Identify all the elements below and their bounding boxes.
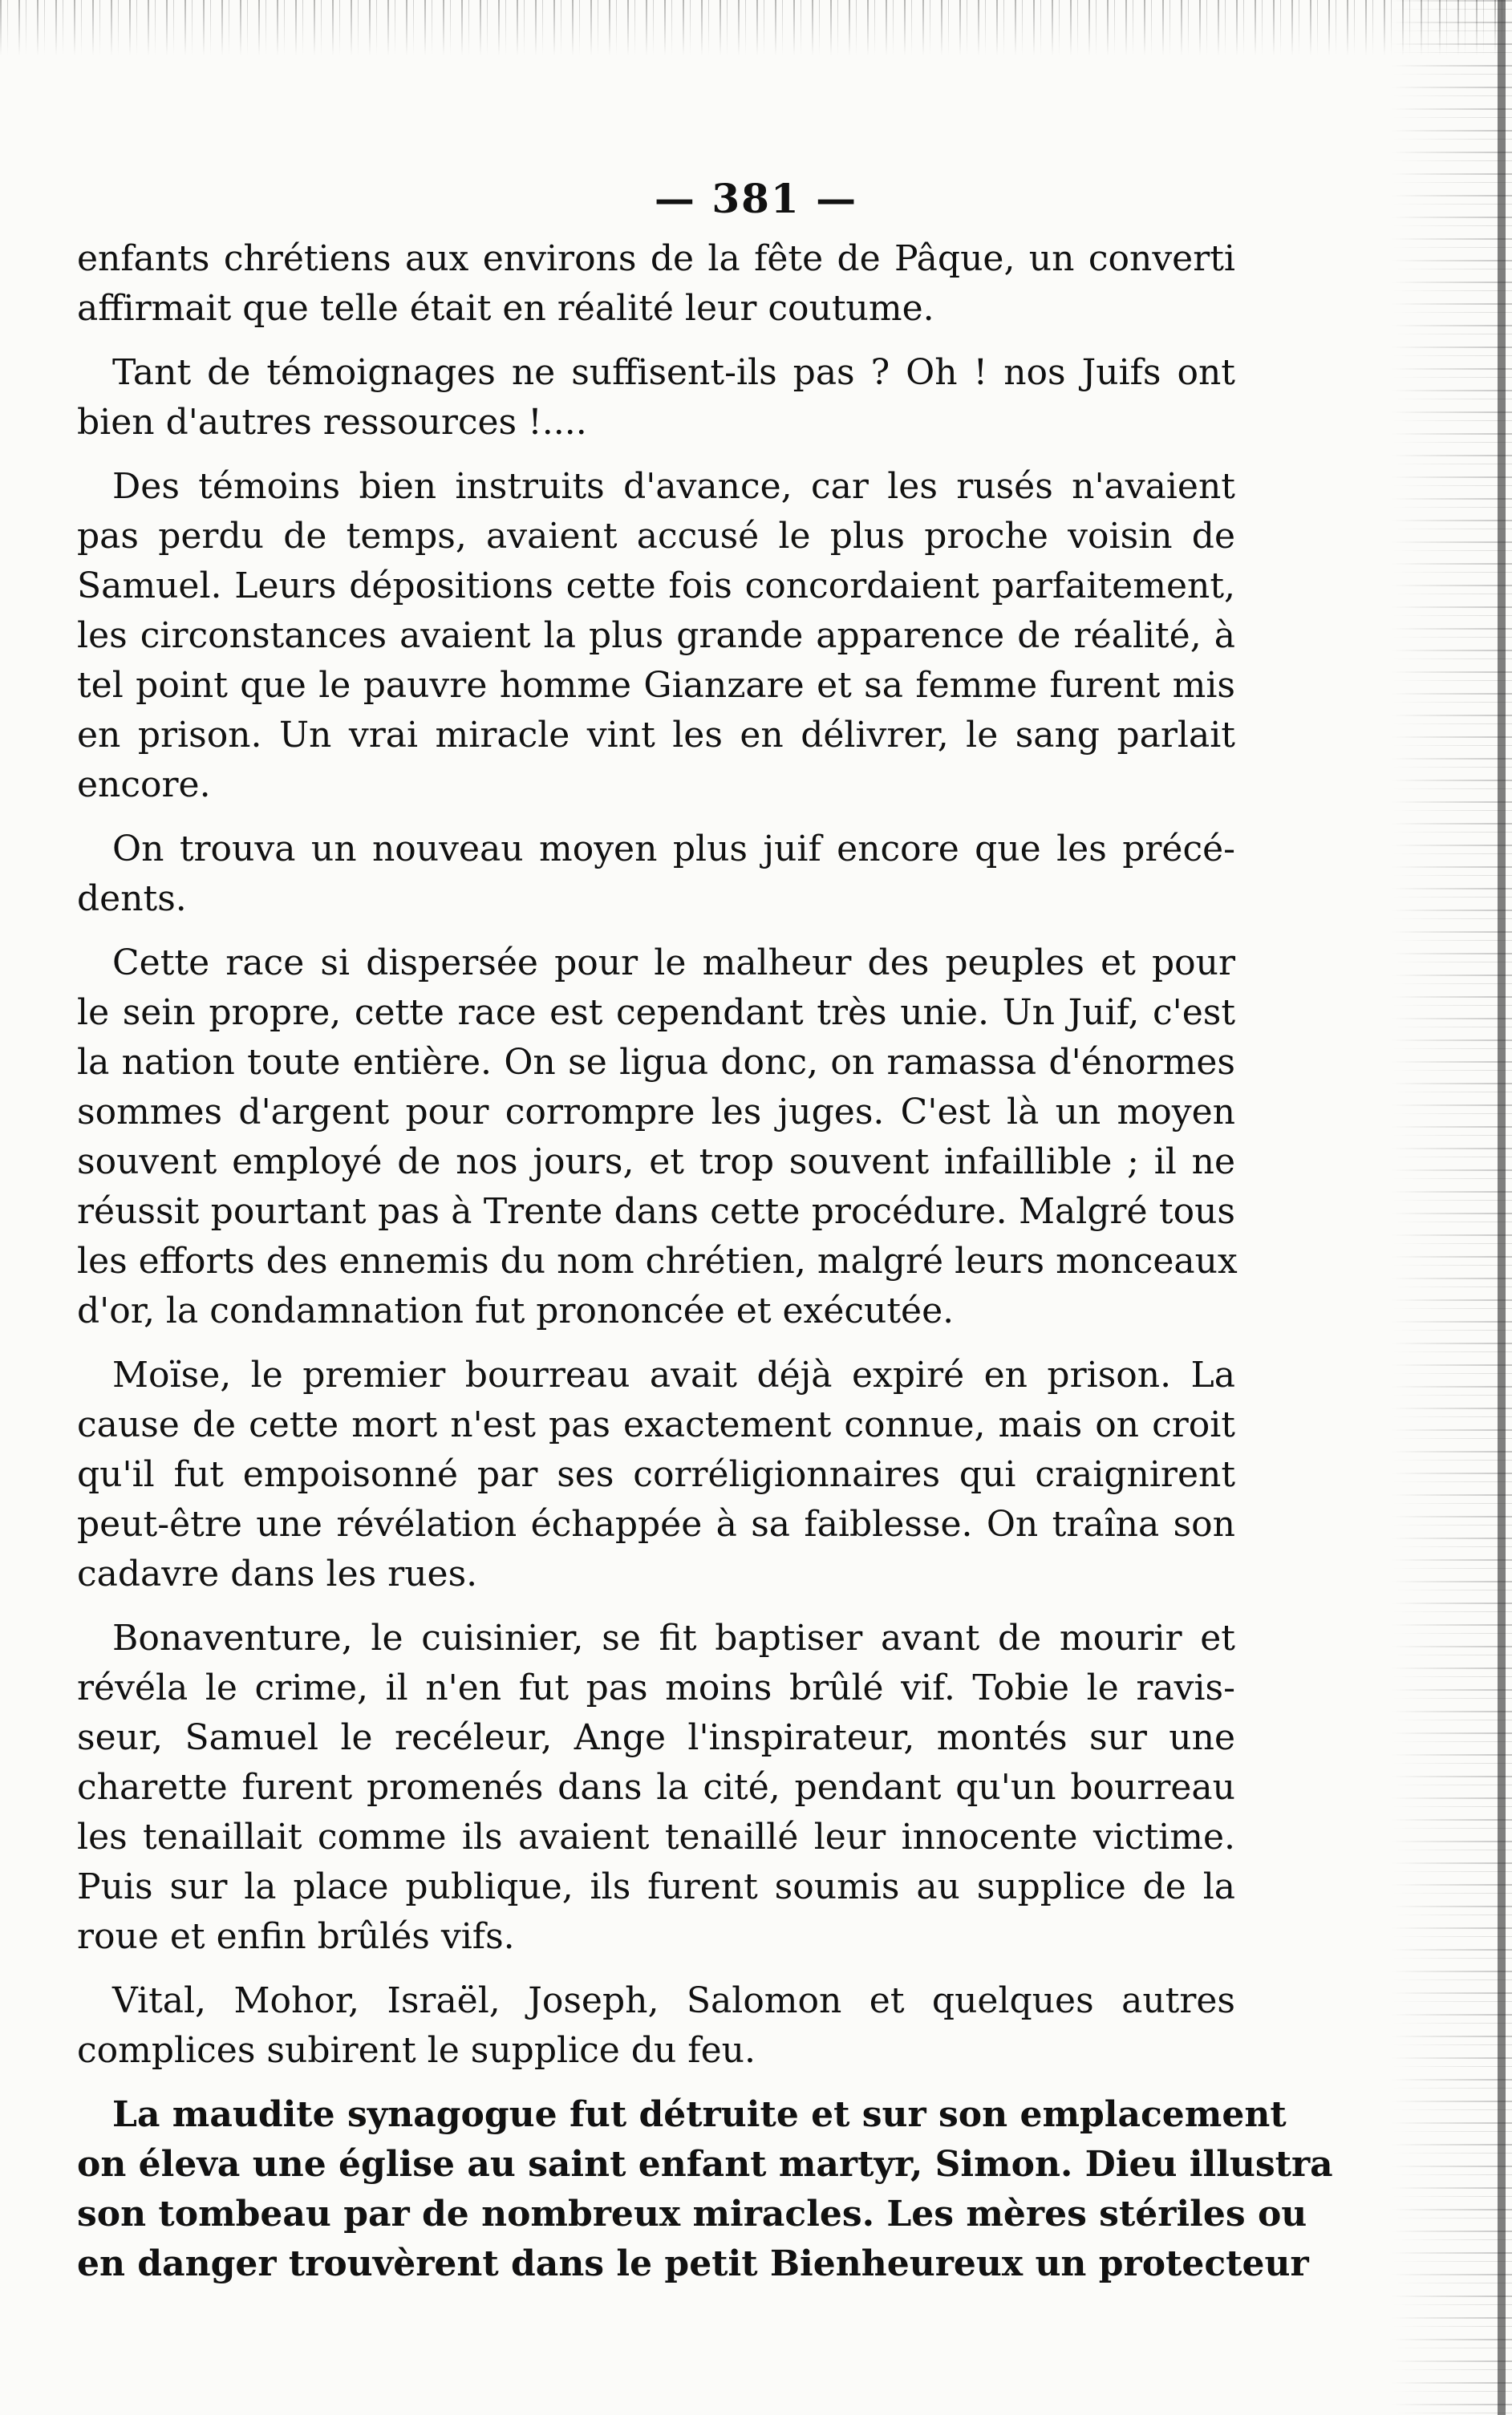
- text-line: enfants chrétiens aux environs de la fête de Pâque, un converti: [77, 238, 1235, 279]
- text-line: qu'il fut empoisonné par ses corréligionnaires qui craignirent: [77, 1454, 1235, 1495]
- paragraph: [77, 825, 1235, 924]
- text-line: son tombeau par de nombreux miracles. Les mères stériles ou: [77, 2194, 1307, 2235]
- scan-edge-right-line: [1498, 0, 1506, 2415]
- text-line: Moïse, le premier bourreau avait déjà expiré en prison. La: [112, 1355, 1235, 1396]
- paragraph: [77, 234, 1235, 334]
- text-line: affirmait que telle était en réalité leur coutume.: [77, 288, 934, 329]
- page-number: — 381 —: [654, 175, 858, 222]
- text-line: bien d'autres ressources !....: [77, 402, 587, 443]
- text-line: tel point que le pauvre homme Gianzare et sa femme furent mis: [77, 665, 1235, 706]
- text-line: seur, Samuel le recéleur, Ange l'inspirateur, montés sur une: [77, 1717, 1235, 1758]
- text-line: en prison. Un vrai miracle vint les en délivrer, le sang parlait: [77, 715, 1235, 756]
- text-line: complices subirent le supplice du feu.: [77, 2030, 756, 2071]
- paragraph: [77, 348, 1235, 448]
- text-line: Bonaventure, le cuisinier, se fit baptiser avant de mourir et: [112, 1618, 1235, 1659]
- paragraph: [77, 1351, 1235, 1599]
- text-line: Puis sur la place publique, ils furent soumis au supplice de la: [77, 1866, 1235, 1907]
- text-line: on éleva une église au saint enfant martyr, Simon. Dieu illustra: [77, 2144, 1333, 2185]
- text-line: On trouva un nouveau moyen plus juif encore que les précé-: [112, 829, 1235, 869]
- text-line: Vital, Mohor, Israël, Joseph, Salomon et quelques autres: [112, 1980, 1235, 2021]
- text-line: roue et enfin brûlés vifs.: [77, 1916, 515, 1957]
- text-line: cadavre dans les rues.: [77, 1554, 478, 1594]
- text-line: pas perdu de temps, avaient accusé le plus proche voisin de: [77, 516, 1235, 557]
- text-line: les tenaillait comme ils avaient tenaillé leur innocente victime.: [77, 1817, 1235, 1858]
- text-line: la nation toute entière. On se ligua donc, on ramassa d'énormes: [77, 1042, 1235, 1083]
- text-line: les circonstances avaient la plus grande apparence de réalité, à: [77, 615, 1235, 656]
- text-line: en danger trouvèrent dans le petit Bienheureux un protecteur: [77, 2243, 1309, 2284]
- paragraph: [77, 1614, 1235, 1962]
- text-line: charette furent promenés dans la cité, pendant qu'un bourreau: [77, 1767, 1235, 1808]
- text-line: sommes d'argent pour corrompre les juges. C'est là un moyen: [77, 1092, 1235, 1133]
- text-line: le sein propre, cette race est cependant très unie. Un Juif, c'est: [77, 992, 1235, 1033]
- text-line: révéla le crime, il n'en fut pas moins brûlé vif. Tobie le ravis-: [77, 1667, 1235, 1708]
- text-line: peut-être une révélation échappée à sa faiblesse. On traîna son: [77, 1504, 1235, 1545]
- text-line: dents.: [77, 878, 187, 919]
- body-text: [77, 234, 1333, 2304]
- text-line: souvent employé de nos jours, et trop souvent infaillible ; il ne: [77, 1141, 1235, 1182]
- text-line: La maudite synagogue fut détruite et sur son emplacement: [112, 2094, 1287, 2135]
- text-line: cause de cette mort n'est pas exactement connue, mais on croit: [77, 1404, 1235, 1445]
- text-line: encore.: [77, 764, 211, 805]
- scan-edge-top: [0, 0, 1512, 56]
- text-line: réussit pourtant pas à Trente dans cette procédure. Malgré tous: [77, 1191, 1235, 1232]
- text-line: Cette race si dispersée pour le malheur des peuples et pour: [112, 942, 1235, 983]
- paragraph: [77, 1976, 1235, 2076]
- text-line: Samuel. Leurs dépositions cette fois concordaient parfaitement,: [77, 565, 1235, 606]
- paragraph: [77, 462, 1235, 810]
- scan-edge-right: [1392, 0, 1512, 2415]
- paragraph: [77, 938, 1238, 1336]
- text-line: Tant de témoignages ne suffisent-ils pas ? Oh ! nos Juifs ont: [112, 352, 1235, 393]
- text-line: Des témoins bien instruits d'avance, car les rusés n'avaient: [112, 466, 1235, 507]
- paragraph: [77, 2090, 1333, 2289]
- text-line: les efforts des ennemis du nom chrétien, malgré leurs monceaux: [77, 1241, 1238, 1282]
- text-line: d'or, la condamnation fut prononcée et exécutée.: [77, 1291, 955, 1331]
